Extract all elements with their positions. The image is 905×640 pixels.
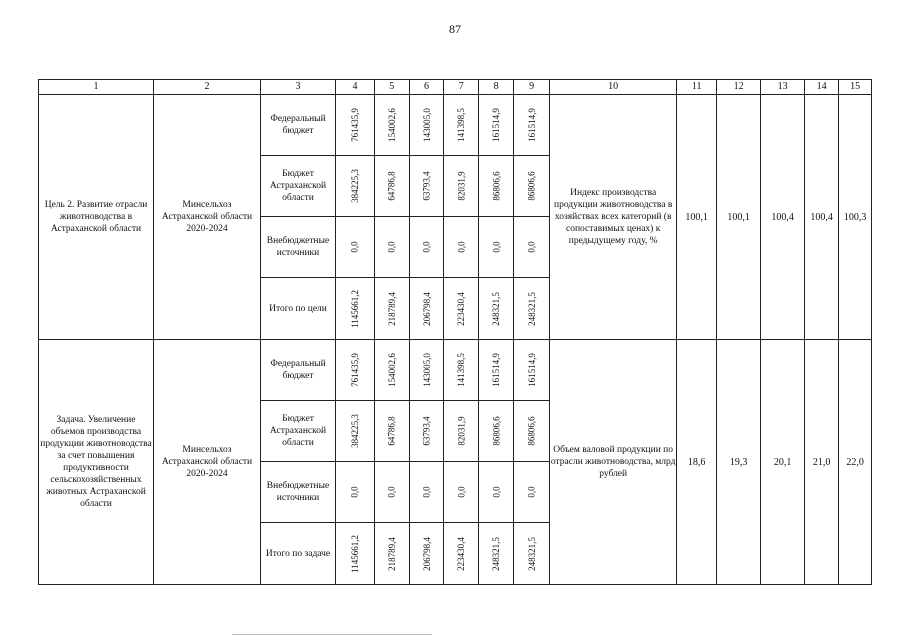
funding-value-cell — [479, 523, 514, 585]
indicator-value: 100,3 — [839, 95, 872, 340]
funding-value-cell — [514, 462, 550, 523]
funding-value: 384225,3 — [349, 414, 360, 448]
funding-source-label: Итого по задаче — [261, 523, 336, 585]
funding-value-cell — [374, 340, 409, 401]
funding-value: 86806,6 — [526, 171, 537, 201]
funding-value-cell — [479, 462, 514, 523]
funding-value: 0,0 — [491, 241, 502, 253]
funding-source-label: Итого по цели — [261, 278, 336, 340]
funding-value-cell — [514, 156, 550, 217]
funding-value-cell — [444, 523, 479, 585]
funding-value: 0,0 — [386, 486, 397, 498]
indicator-value: 100,1 — [677, 95, 717, 340]
goal-cell: Цель 2. Развитие отрасли животноводства в Астраханской области — [39, 95, 154, 340]
funding-value-cell — [514, 401, 550, 462]
column-header: 15 — [839, 80, 872, 95]
funding-value-cell — [374, 278, 409, 340]
funding-value: 223430,4 — [456, 536, 467, 571]
funding-value-cell — [336, 156, 375, 217]
funding-value: 86806,6 — [491, 416, 502, 446]
funding-value-cell — [514, 523, 550, 585]
funding-value-cell — [336, 217, 375, 278]
funding-value-cell — [336, 462, 375, 523]
funding-value: 0,0 — [526, 486, 537, 498]
funding-value: 64786,8 — [386, 416, 397, 446]
funding-value: 86806,6 — [526, 416, 537, 446]
column-header: 1 — [39, 80, 154, 95]
funding-value-cell — [409, 340, 444, 401]
funding-source-label: Внебюджетные источники — [261, 217, 336, 278]
funding-source-label: Бюджет Астраханской области — [261, 401, 336, 462]
column-header: 10 — [550, 80, 677, 95]
funding-value: 63793,4 — [421, 416, 432, 446]
indicator-value: 21,0 — [805, 340, 839, 585]
funding-source-label: Внебюджетные источники — [261, 462, 336, 523]
funding-value: 64786,8 — [386, 171, 397, 201]
funding-value-cell — [336, 95, 375, 156]
funding-value: 154002,6 — [386, 353, 397, 387]
funding-value: 384225,3 — [349, 169, 360, 203]
funding-value: 1145661,2 — [349, 534, 360, 573]
indicator-value: 100,1 — [717, 95, 761, 340]
funding-value-cell — [444, 401, 479, 462]
funding-source-label: Бюджет Астраханской области — [261, 156, 336, 217]
funding-value: 0,0 — [456, 241, 467, 253]
column-header: 6 — [409, 80, 444, 95]
column-header: 3 — [261, 80, 336, 95]
funding-value: 248321,5 — [526, 536, 537, 571]
table-row — [39, 340, 872, 401]
funding-value-cell — [409, 401, 444, 462]
funding-value-cell — [479, 95, 514, 156]
funding-value: 143005,0 — [421, 108, 432, 142]
funding-value: 218789,4 — [386, 291, 397, 326]
funding-value: 143005,0 — [421, 353, 432, 387]
funding-source-label: Федеральный бюджет — [261, 95, 336, 156]
indicator-value: 22,0 — [839, 340, 872, 585]
funding-value-cell — [409, 462, 444, 523]
funding-value-cell — [409, 523, 444, 585]
funding-value: 206798,4 — [421, 291, 432, 326]
funding-value-cell — [409, 217, 444, 278]
funding-value-cell — [479, 156, 514, 217]
header-row — [39, 80, 872, 95]
funding-value-cell — [479, 217, 514, 278]
column-header: 4 — [336, 80, 375, 95]
funding-value-cell — [444, 462, 479, 523]
funding-value-cell — [374, 217, 409, 278]
program-table — [38, 79, 872, 585]
funding-value-cell — [479, 278, 514, 340]
funding-value: 63793,4 — [421, 171, 432, 201]
funding-value-cell — [514, 217, 550, 278]
funding-value-cell — [514, 95, 550, 156]
funding-value: 161514,9 — [526, 353, 537, 387]
funding-value-cell — [409, 156, 444, 217]
funding-value-cell — [336, 523, 375, 585]
funding-value: 1145661,2 — [349, 289, 360, 328]
funding-value: 82031,9 — [456, 171, 467, 201]
indicator-cell: Объем валовой продукции по отрасли животноводства, млрд рублей — [550, 340, 677, 585]
funding-value: 0,0 — [349, 486, 360, 498]
funding-value: 0,0 — [386, 241, 397, 253]
funding-value: 206798,4 — [421, 536, 432, 571]
column-header: 11 — [677, 80, 717, 95]
funding-value-cell — [336, 401, 375, 462]
column-header: 12 — [717, 80, 761, 95]
table-row — [39, 95, 872, 156]
executor-cell: Минсельхоз Астраханской области 2020-2024 — [154, 340, 261, 585]
funding-value: 248321,5 — [491, 291, 502, 326]
funding-value: 82031,9 — [456, 416, 467, 446]
funding-value-cell — [336, 340, 375, 401]
column-header: 2 — [154, 80, 261, 95]
funding-value-cell — [374, 462, 409, 523]
funding-value: 248321,5 — [526, 291, 537, 326]
funding-value: 0,0 — [526, 241, 537, 253]
column-header: 14 — [805, 80, 839, 95]
executor-cell: Минсельхоз Астраханской области 2020-2024 — [154, 95, 261, 340]
column-header: 13 — [761, 80, 805, 95]
funding-value: 761435,9 — [349, 353, 360, 387]
funding-value-cell — [374, 523, 409, 585]
funding-value-cell — [444, 217, 479, 278]
page-number: 87 — [449, 22, 461, 36]
funding-value-cell — [444, 95, 479, 156]
funding-value: 761435,9 — [349, 108, 360, 142]
funding-value: 0,0 — [421, 241, 432, 253]
column-header: 8 — [479, 80, 514, 95]
indicator-value: 19,3 — [717, 340, 761, 585]
funding-value-cell — [409, 278, 444, 340]
funding-value: 141398,5 — [456, 353, 467, 387]
funding-value: 0,0 — [421, 486, 432, 498]
funding-value-cell — [479, 340, 514, 401]
funding-value: 248321,5 — [491, 536, 502, 571]
funding-value: 0,0 — [456, 486, 467, 498]
goal-cell: Задача. Увеличение объемов производства продукции животноводства за счет повышения продуктивности сельскохозяйственных животных Астраханской области — [39, 340, 154, 585]
indicator-cell: Индекс производства продукции животноводства в хозяйствах всех категорий (в сопоставимых ценах) к предыдущему году, % — [550, 95, 677, 340]
indicator-value: 18,6 — [677, 340, 717, 585]
funding-value-cell — [336, 278, 375, 340]
funding-source-label: Федеральный бюджет — [261, 340, 336, 401]
indicator-value: 100,4 — [805, 95, 839, 340]
column-header: 7 — [444, 80, 479, 95]
funding-value-cell — [514, 340, 550, 401]
funding-value-cell — [409, 95, 444, 156]
funding-value-cell — [444, 278, 479, 340]
column-header: 9 — [514, 80, 550, 95]
funding-value: 161514,9 — [491, 108, 502, 142]
column-header: 5 — [374, 80, 409, 95]
funding-value-cell — [514, 278, 550, 340]
funding-value-cell — [374, 156, 409, 217]
funding-value: 223430,4 — [456, 291, 467, 326]
funding-value-cell — [374, 95, 409, 156]
funding-value: 0,0 — [349, 241, 360, 253]
indicator-value: 20,1 — [761, 340, 805, 585]
funding-value: 141398,5 — [456, 108, 467, 142]
funding-value: 86806,6 — [491, 171, 502, 201]
funding-value: 154002,6 — [386, 108, 397, 142]
indicator-value: 100,4 — [761, 95, 805, 340]
funding-value: 0,0 — [491, 486, 502, 498]
funding-value: 161514,9 — [491, 353, 502, 387]
funding-value-cell — [444, 156, 479, 217]
funding-value: 218789,4 — [386, 536, 397, 571]
funding-value-cell — [444, 340, 479, 401]
scan-artifact-line — [232, 634, 432, 635]
funding-value: 161514,9 — [526, 108, 537, 142]
funding-value-cell — [479, 401, 514, 462]
funding-value-cell — [374, 401, 409, 462]
